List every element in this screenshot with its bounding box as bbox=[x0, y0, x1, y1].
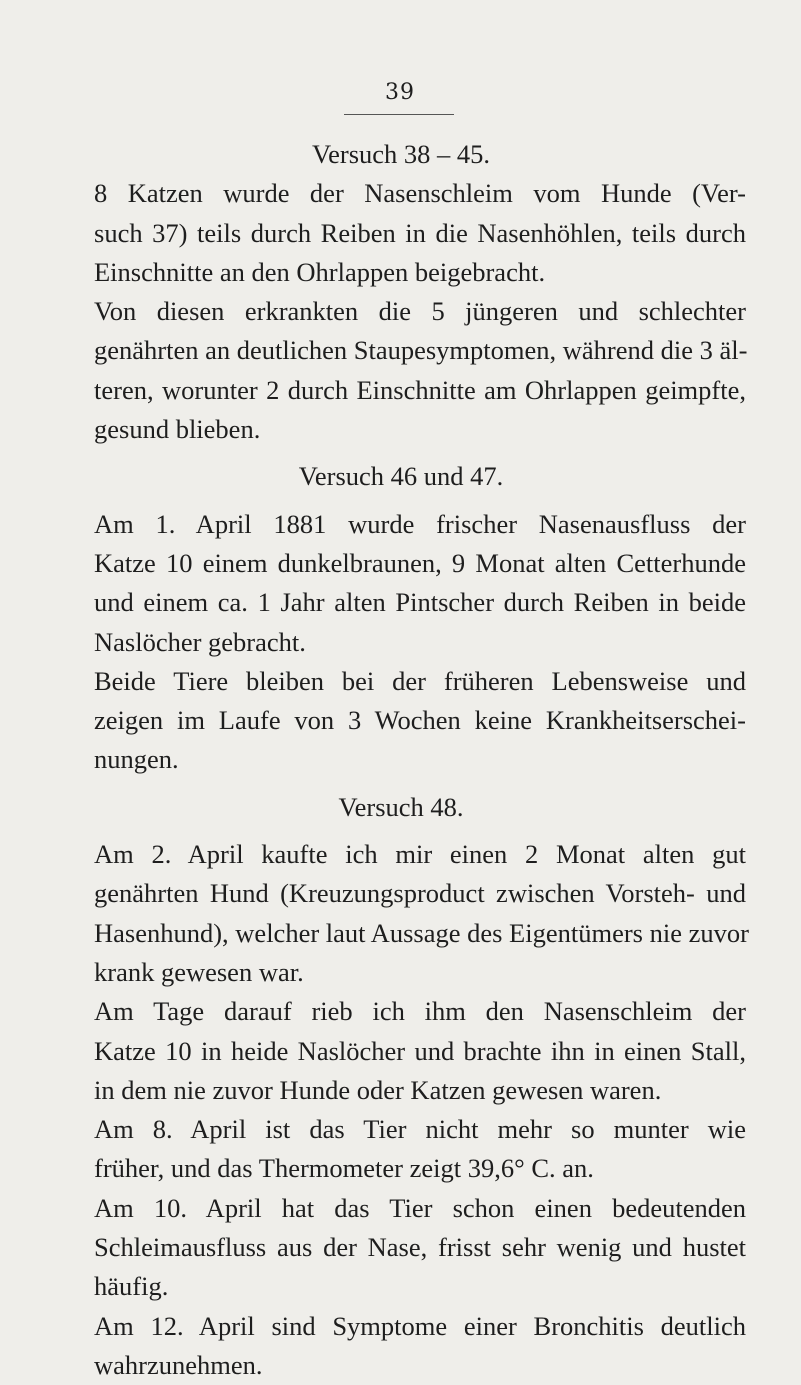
text-line: such 37) teils durch Reiben in die Nasenhöhlen, teils durch bbox=[94, 217, 746, 248]
text-line: wahrzunehmen. bbox=[94, 1349, 263, 1380]
text-line: 8 Katzen wurde der Nasenschleim vom Hunde (Ver- bbox=[94, 178, 746, 209]
text-line: und einem ca. 1 Jahr alten Pintscher durch Reiben in beide bbox=[94, 587, 746, 618]
page-number-rule bbox=[344, 114, 454, 115]
text-line: häufig. bbox=[94, 1271, 169, 1302]
text-line: Am Tage darauf rieb ich ihm den Nasenschleim der bbox=[94, 996, 746, 1027]
paragraph bbox=[56, 505, 746, 662]
text-line: nungen. bbox=[94, 744, 179, 775]
text-line: genährten Hund (Kreuzungsproduct zwischen Vorsteh- und bbox=[94, 878, 746, 909]
text-line: gesund blieben. bbox=[94, 414, 261, 445]
text-line: Katze 10 einem dunkelbraunen, 9 Monat alten Cetterhunde bbox=[94, 547, 746, 578]
section-heading-versuch-48: Versuch 48. bbox=[338, 791, 464, 822]
text-line: Katze 10 in heide Naslöcher und brachte ihn in einen Stall, bbox=[94, 1035, 746, 1066]
paragraph bbox=[56, 1110, 746, 1189]
paragraph bbox=[56, 992, 746, 1110]
text-line: Naslöcher gebracht. bbox=[94, 626, 306, 657]
paragraph bbox=[56, 662, 746, 780]
text-line: Einschnitte an den Ohrlappen beigebracht. bbox=[94, 256, 546, 287]
text-line: Am 12. April sind Symptome einer Bronchitis deutlich bbox=[94, 1310, 746, 1341]
text-line: Hasenhund), welcher laut Aussage des Eigentümers nie zuvor bbox=[94, 917, 749, 948]
text-line: Am 1. April 1881 wurde frischer Nasenausfluss der bbox=[94, 508, 746, 539]
text-line: Beide Tiere bleiben bei der früheren Lebensweise und bbox=[94, 665, 746, 696]
paragraph bbox=[56, 292, 746, 449]
page-body bbox=[56, 135, 749, 1385]
page-number: 39 bbox=[385, 80, 415, 105]
text-line: in dem nie zuvor Hunde oder Katzen gewesen waren. bbox=[94, 1074, 662, 1105]
text-line: Am 10. April hat das Tier schon einen bedeutenden bbox=[94, 1192, 746, 1223]
text-line: Am 8. April ist das Tier nicht mehr so munter wie bbox=[94, 1114, 746, 1145]
section-heading-versuch-46-47: Versuch 46 und 47. bbox=[298, 461, 504, 492]
text-line: teren, worunter 2 durch Einschnitte am Ohrlappen geimpfte, bbox=[94, 374, 746, 405]
paragraph bbox=[56, 835, 749, 992]
text-line: früher, und das Thermometer zeigt 39,6° C. an. bbox=[94, 1153, 594, 1184]
text-line: zeigen im Laufe von 3 Wochen keine Krankheitserschei- bbox=[94, 705, 746, 736]
text-line: Am 2. April kaufte ich mir einen 2 Monat alten gut bbox=[94, 839, 746, 870]
text-line: krank gewesen war. bbox=[94, 956, 304, 987]
text-line: genährten an deutlichen Staupesymptomen, während die 3 äl- bbox=[94, 335, 748, 366]
paragraph bbox=[56, 174, 746, 292]
text-line: Schleimausfluss aus der Nase, frisst sehr wenig und hustet bbox=[94, 1232, 746, 1263]
section-heading-versuch-38-45: Versuch 38 – 45. bbox=[311, 139, 491, 169]
paragraph bbox=[56, 1307, 746, 1385]
text-line: Von diesen erkrankten die 5 jüngeren und schlechter bbox=[94, 296, 746, 327]
paragraph bbox=[56, 1189, 746, 1307]
